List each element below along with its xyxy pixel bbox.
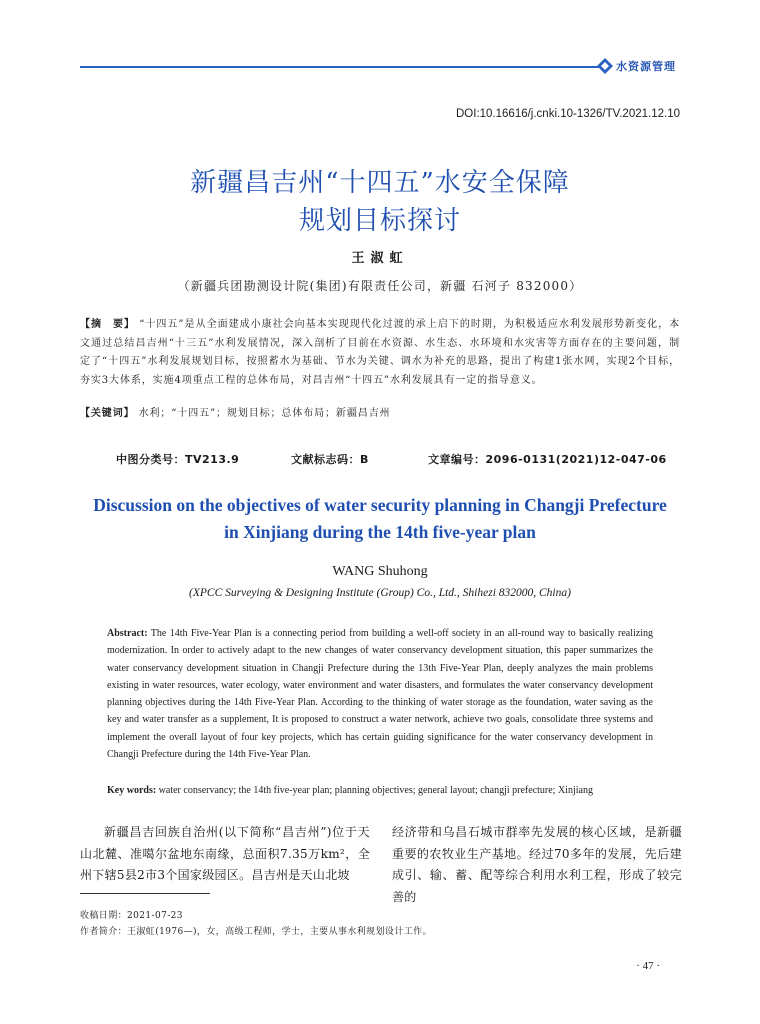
article-number: 文章编号：2096-0131(2021)12-047-06 bbox=[428, 453, 667, 466]
title-cn-line2: 规划目标探讨 bbox=[298, 206, 461, 236]
abstract-en-label: Abstract: bbox=[107, 628, 148, 639]
abstract-cn-text: “十四五”是从全面建成小康社会向基本实现现代化过渡的承上启下的时期，为积极适应水利发展形势新变化，本文通过总结昌吉州“十三五”水利发展情况，深入剖析了目前在水资源、水生态、水环境和水灾害等方面存在的主要问题，制定了“十四五”水利发展规划目标，按照蓄水为基础、节水为关键、调水为补充的思路，提出了构建1张水网，实现2个目标，夯实3大体系，实施4项重点工程的总体布局，对昌吉州“十四五”水利发展具有一定的指导意义。 bbox=[80, 319, 680, 386]
diamond-logo-icon bbox=[597, 58, 613, 74]
author-en: WANG Shuhong bbox=[332, 564, 428, 579]
title-cn-line1: 新疆昌吉州“十四五”水安全保障 bbox=[190, 168, 570, 198]
keywords-en-label: Key words: bbox=[107, 785, 157, 796]
footnote-rule bbox=[80, 893, 210, 894]
affiliation-en: (XPCC Surveying & Designing Institute (Group) Co., Ltd., Shihezi 832000, China) bbox=[189, 587, 571, 599]
document-code: 文献标志码：B bbox=[291, 453, 369, 466]
keywords-en-text: water conservancy; the 14th five-year plan; planning objectives; general layout; changji prefecture; Xinjiang bbox=[158, 785, 593, 796]
doi: DOI:10.16616/j.cnki.10-1326/TV.2021.12.10 bbox=[456, 108, 680, 120]
footnote-received: 收稿日期：2021-07-23 bbox=[80, 911, 183, 921]
keywords-en bbox=[107, 785, 667, 796]
header-rule bbox=[80, 66, 600, 68]
keywords-cn-label: 【关键词】 bbox=[80, 408, 135, 419]
footnote-author-bio: 作者简介：王淑虹(1976—)，女，高级工程师，学士，主要从事水利规划设计工作。 bbox=[80, 927, 432, 937]
abstract-cn bbox=[80, 316, 680, 390]
body-right-column: 经济带和乌昌石城市群率先发展的核心区域，是新疆重要的农牧业生产基地。经过70多年的发展，先后建成引、输、蓄、配等综合利用水利工程，形成了较完善的 bbox=[392, 825, 682, 904]
title-en: Discussion on the objectives of water security planning in Changji Prefecture in Xinjiang during the 14th five-year plan bbox=[93, 495, 667, 542]
abstract-en bbox=[107, 625, 653, 763]
clc-number: 中图分类号：TV213.9 bbox=[116, 453, 240, 466]
body-left-column: 新疆昌吉回族自治州(以下简称“昌吉州”)位于天山北麓、准噶尔盆地东南缘，总面积7.35万km²，全州下辖5县2市3个国家级园区。昌吉州是天山北坡 bbox=[80, 825, 370, 882]
author-cn: 王淑虹 bbox=[351, 251, 409, 266]
journal-name: 水资源管理 bbox=[616, 60, 676, 73]
affiliation-cn: （新疆兵团勘测设计院(集团)有限责任公司，新疆 石河子 832000） bbox=[177, 279, 583, 293]
keywords-cn-text: 水利；“十四五”；规划目标；总体布局；新疆昌吉州 bbox=[138, 408, 391, 419]
keywords-cn bbox=[80, 404, 680, 419]
page-number: · 47 · bbox=[636, 960, 660, 972]
abstract-en-text: The 14th Five-Year Plan is a connecting period from building a well-off society in an all-round way to basically realizing modernization. In order to actively adapt to the new changes of water conservancy development situation, this paper summarizes the water conservancy development situation in Changji Prefecture during the 13th Five-Year Plan, deeply analyzes the main problems existing in water resources, water ecology, water environment and water disasters, and formulates the water conservancy development planning objectives during the 14th Five-Year Plan. According to the thinking of water storage as the foundation, water saving as the key and water transfer as a supplement, It is proposed to construct a water network, achieve two goals, consolidate three systems and implement the overall layout of four key projects, which has certain guiding significance for the water conservancy development in Changji Prefecture during the 14th Five-Year Plan. bbox=[107, 628, 653, 761]
abstract-cn-label: 【摘 要】 bbox=[80, 319, 136, 330]
